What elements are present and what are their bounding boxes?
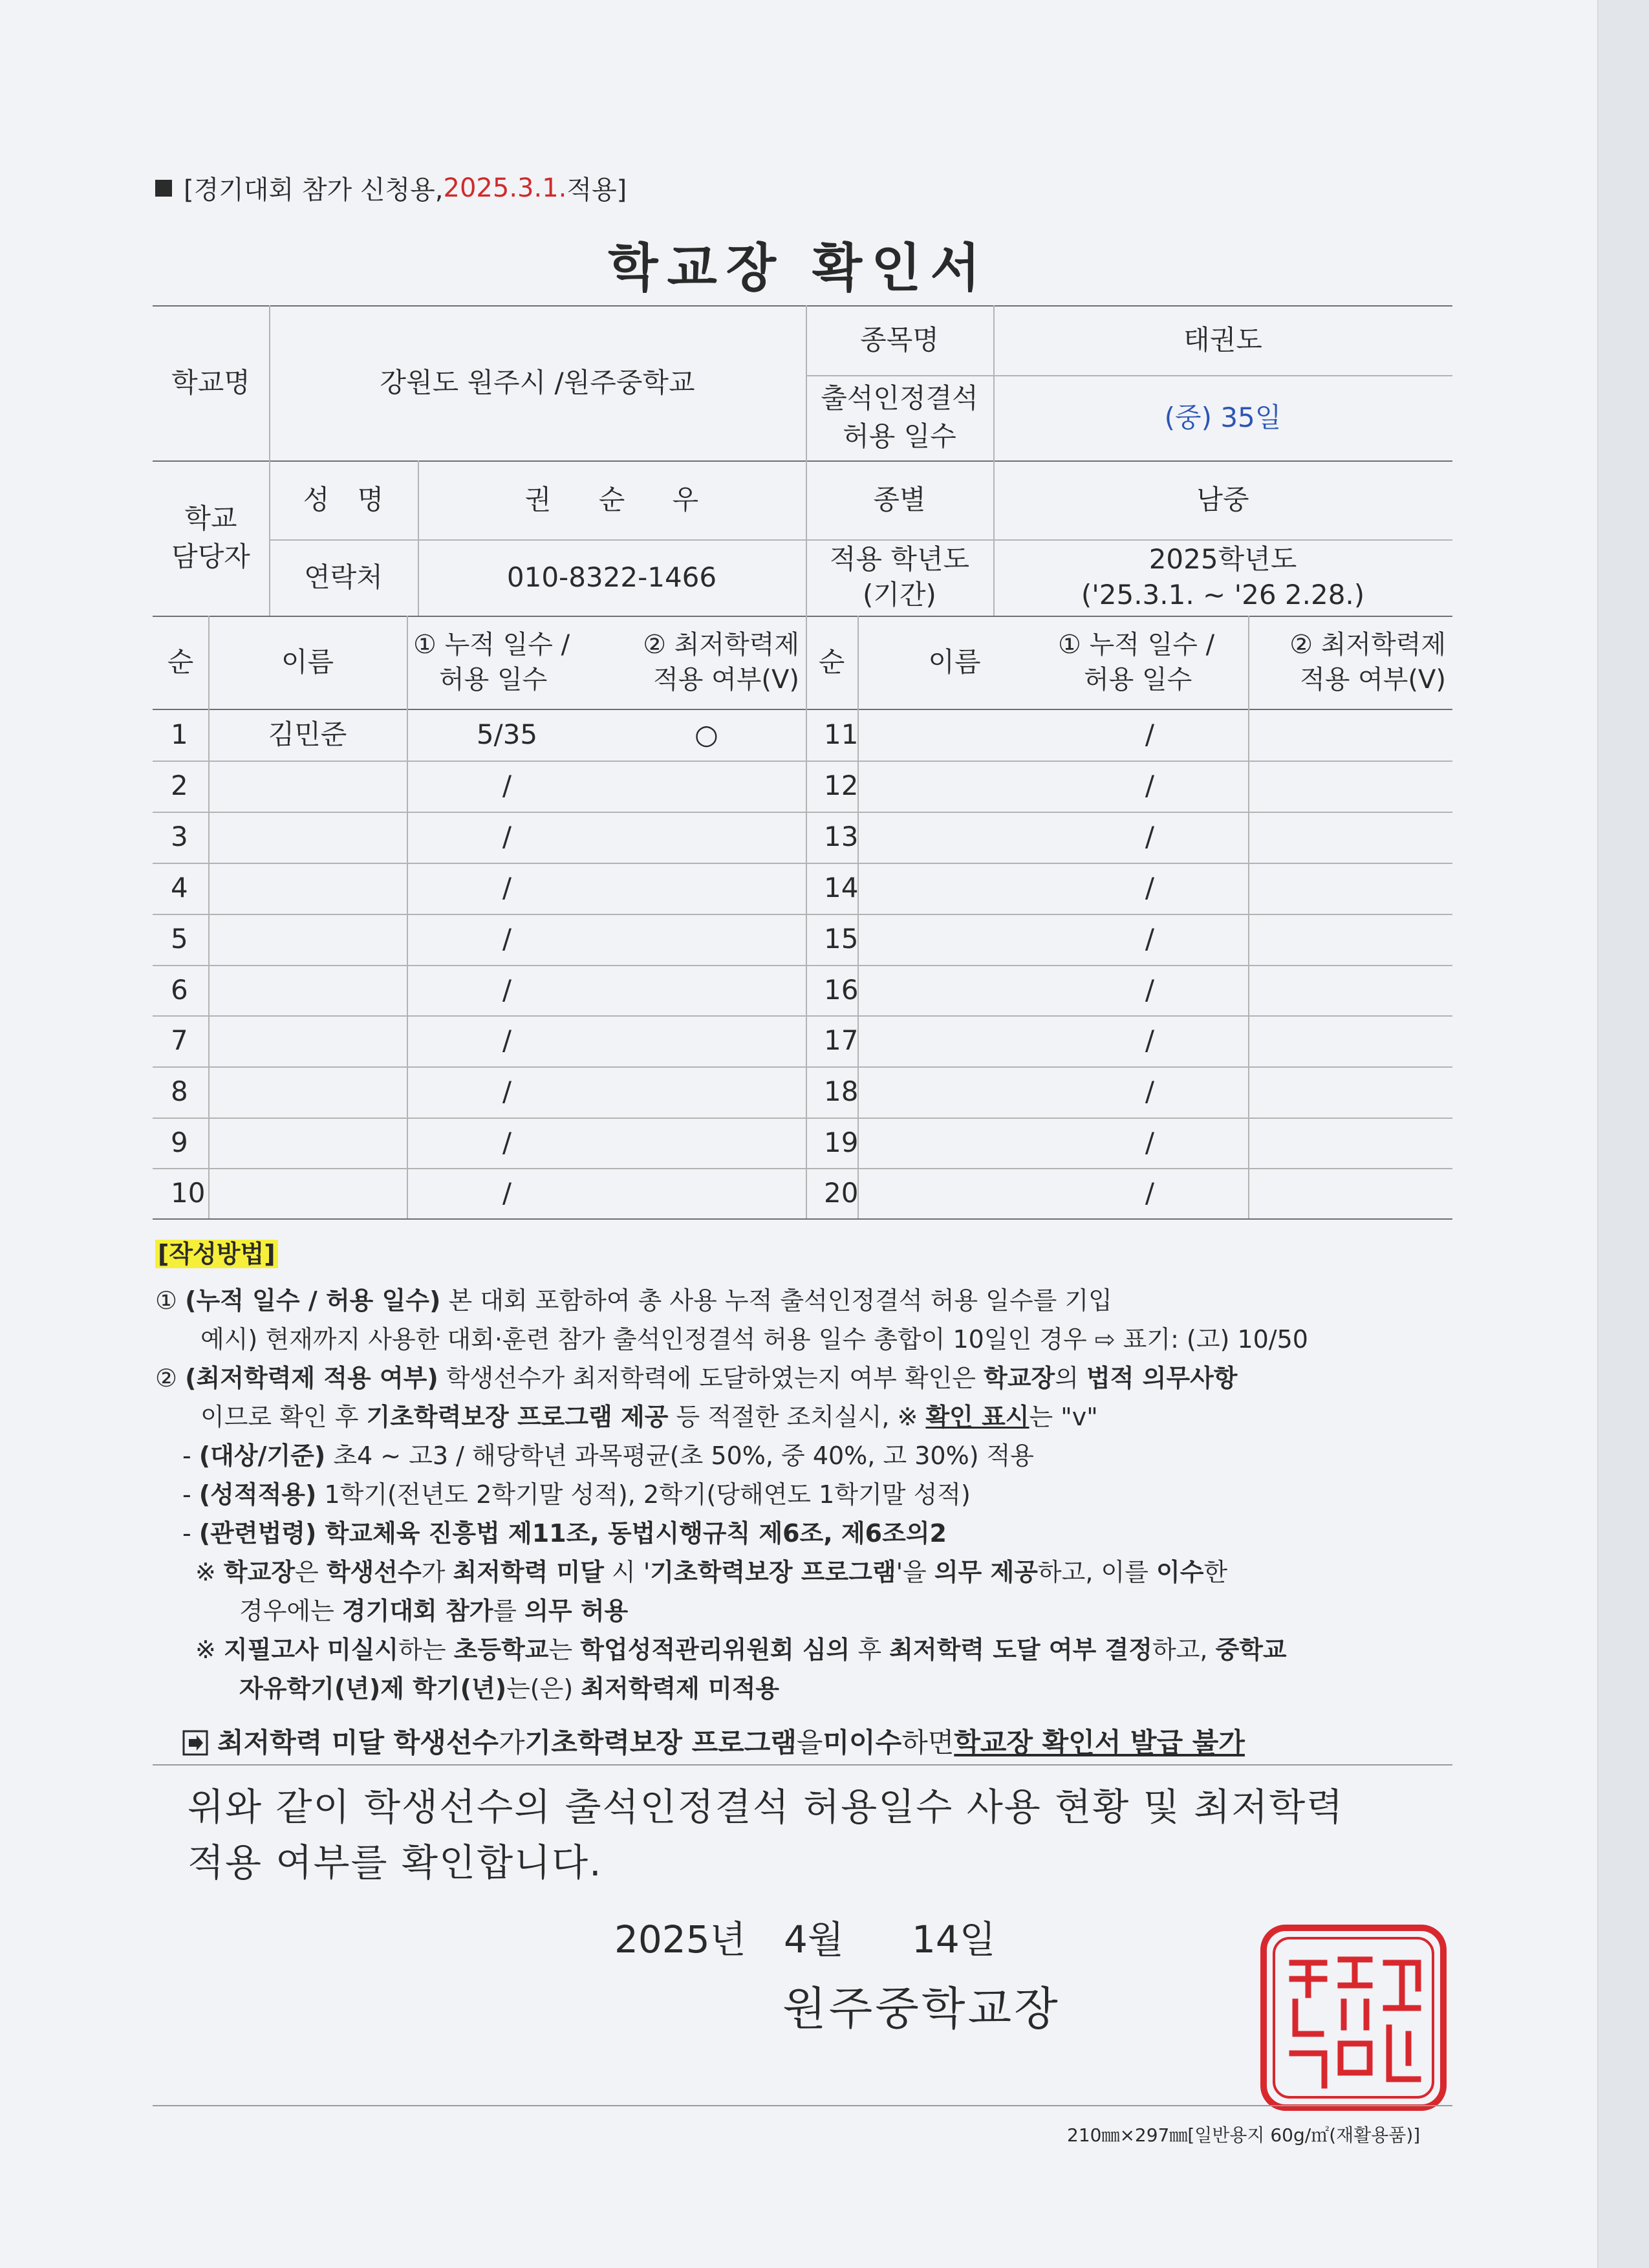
note2-line2-ubold: 확인 표시	[925, 1403, 1029, 1431]
col-header-days-line1-right: ① 누적 일수 /	[1058, 630, 1215, 660]
student-right-name-cell	[857, 863, 1051, 914]
col-header-days-min	[407, 616, 806, 709]
star1-line2-b: 경기대회 참가	[341, 1597, 493, 1625]
student-left-no-cell: 2	[171, 770, 188, 802]
student-right-days-cell: /	[1145, 1126, 1155, 1158]
student-right-no-cell: 11	[824, 718, 859, 750]
star1-d: 가	[421, 1558, 453, 1586]
student-right-days-cell: /	[1145, 718, 1155, 750]
student-right-min-cell	[1248, 1066, 1452, 1118]
header-suffix: 적용]	[566, 175, 627, 205]
student-left-no-cell: 1	[171, 718, 188, 750]
col-header-min-line1-right: ② 최저학력제	[1289, 630, 1446, 660]
star2-line2-c: 최저학력제 미적용	[581, 1674, 780, 1703]
star2-a: 지필고사 미실시	[223, 1636, 399, 1664]
student-right-name-cell	[857, 1168, 1051, 1218]
note2-bold-b: 학교장	[984, 1364, 1055, 1392]
student-right-name-cell	[857, 965, 1051, 1015]
manager-label	[153, 460, 269, 616]
allow-days-label-line2: 허용 일수	[843, 420, 956, 452]
student-right-no-cell: 12	[824, 770, 859, 802]
star2-e: 학업성적관리위원회 심의	[580, 1636, 850, 1664]
student-right-no-cell: 20	[824, 1176, 859, 1209]
paper-spec-footer: 210㎜×297㎜[일반용지 60g/㎡(재활용품)]	[1067, 2124, 1421, 2146]
manager-label-line2: 담당자	[171, 541, 250, 572]
student-left-min-cell	[607, 1118, 806, 1168]
student-left-no-cell: 7	[171, 1024, 188, 1057]
student-right-min-cell	[1248, 965, 1452, 1015]
arrow-note-f: 하면	[901, 1727, 954, 1758]
student-left-name-cell	[208, 863, 407, 914]
gender-value: 남중	[1196, 483, 1249, 515]
student-left-min-cell	[607, 1168, 806, 1218]
student-right-name-cell	[857, 1118, 1051, 1168]
student-left-days-cell: /	[502, 1176, 512, 1209]
student-left-days-cell: /	[502, 821, 512, 853]
detail2-bold: (성적적용)	[199, 1480, 317, 1509]
student-left-name-cell	[208, 914, 407, 965]
star2-line2-a: 자유학기(년)제 학기(년)	[239, 1674, 507, 1703]
student-left-no-cell: 5	[171, 923, 188, 955]
student-right-name-cell	[857, 914, 1051, 965]
student-right-no-cell: 18	[824, 1075, 859, 1108]
student-left-min-cell	[607, 863, 806, 914]
star1-line2-c: 를	[493, 1597, 525, 1625]
col-header-no-right: 순	[818, 645, 845, 678]
year-value	[993, 539, 1452, 616]
student-right-name-cell	[857, 761, 1051, 812]
page-title: 학교장 확인서	[608, 238, 989, 298]
date-month: 4월	[784, 1917, 844, 1961]
student-left-no-cell: 6	[171, 973, 188, 1006]
student-left-name-cell	[208, 812, 407, 863]
col-header-no: 순	[167, 645, 194, 678]
student-right-no-cell: 16	[824, 973, 859, 1006]
student-left-days-cell: 5/35	[476, 718, 538, 750]
header-prefix: [경기대회 참가 신청용,	[184, 175, 444, 205]
col-header-days-min-right	[1051, 616, 1452, 709]
note2-line2-b: 등 적절한 조치실시, ※	[668, 1403, 926, 1431]
note1-example: 예시) 현재까지 사용한 대회·훈련 참가 출석인정결석 허용 일수 총합이 10일인 경우 ⇨ 표기: (고) 10/50	[200, 1325, 1308, 1354]
gender-label: 종별	[873, 483, 926, 515]
student-left-min-cell	[607, 761, 806, 812]
star1-g: 기초학력보장 프로그램	[650, 1558, 896, 1586]
note2-line2-bold: 기초학력보장 프로그램 제공	[366, 1403, 669, 1431]
student-right-days-cell: /	[1145, 821, 1155, 853]
event-label: 종목명	[860, 323, 939, 356]
contact-value: 010-8322-1466	[506, 561, 717, 593]
note2-mark: ②	[155, 1364, 178, 1392]
detail1-text: 초4 ~ 고3 / 해당학년 과목평균(초 50%, 중 40%, 고 30%) 적용	[325, 1442, 1035, 1470]
student-right-min-cell	[1248, 761, 1452, 812]
note2-text-a: 학생선수가 최저학력에 도달하였는지 여부 확인은	[438, 1364, 984, 1392]
square-bullet-icon	[155, 180, 172, 197]
note2-line2-a: 이므로 확인 후	[200, 1403, 367, 1431]
date-day: 14일	[912, 1917, 996, 1961]
col-header-name: 이름	[281, 645, 334, 678]
student-right-min-cell	[1248, 863, 1452, 914]
student-left-days-cell: /	[502, 1024, 512, 1057]
student-right-no-cell: 14	[824, 872, 859, 904]
contact-label: 연락처	[304, 561, 383, 593]
student-left-days-cell: /	[502, 1075, 512, 1108]
student-left-min-cell	[607, 965, 806, 1015]
manager-name-value: 권 순 우	[524, 483, 699, 515]
star1-line2-d: 의무 허용	[524, 1597, 629, 1625]
star2-h: 하고,	[1152, 1636, 1216, 1664]
student-left-no-cell: 9	[171, 1126, 188, 1158]
col-header-days-line2-right: 허용 일수	[1084, 665, 1192, 695]
col-header-days-line2: 허용 일수	[439, 665, 548, 695]
date-year: 2025년	[614, 1917, 746, 1961]
student-right-name-cell	[857, 1015, 1051, 1066]
year-label	[806, 539, 993, 616]
star1-j: 하고, 이를	[1037, 1558, 1156, 1586]
scan-edge	[1597, 0, 1649, 2268]
student-left-days-cell: /	[502, 973, 512, 1006]
star2-f: 후	[850, 1636, 890, 1664]
confirmation-line1: 위와 같이 학생선수의 출석인정결석 허용일수 사용 현황 및 최저학력	[188, 1785, 1344, 1829]
school-value: 강원도 원주시 /원주중학교	[380, 366, 695, 398]
manager-label-line1: 학교	[184, 502, 237, 535]
student-left-days-cell: /	[502, 1126, 512, 1158]
student-left-no-cell: 4	[171, 872, 188, 904]
col-header-min-line1: ② 최저학력제	[643, 630, 799, 660]
note1-mark: ①	[155, 1286, 178, 1315]
note2-text-c: 의	[1055, 1364, 1087, 1392]
allow-days-label-line1: 출석인정결석	[821, 382, 978, 415]
student-left-min-cell: ○	[695, 718, 718, 750]
student-left-no-cell: 10	[171, 1176, 206, 1209]
arrow-note-a: 최저학력 미달 학생선수	[217, 1727, 499, 1758]
divider-top	[153, 1764, 1452, 1766]
student-right-days-cell: /	[1145, 770, 1155, 802]
student-left-min-cell	[607, 812, 806, 863]
official-seal-icon	[1260, 1924, 1447, 2111]
student-right-days-cell: /	[1145, 973, 1155, 1006]
student-left-name-cell	[208, 965, 407, 1015]
student-left-no-cell: 8	[171, 1075, 188, 1108]
student-right-days-cell: /	[1145, 1024, 1155, 1057]
star2-c: 초등학교	[453, 1636, 549, 1664]
confirmation-line2: 적용 여부를 확인합니다.	[188, 1841, 603, 1885]
star1-a: 학교장	[223, 1558, 296, 1586]
student-left-name-cell	[208, 761, 407, 812]
student-left-days-cell: /	[502, 923, 512, 955]
principal-signature: 원주중학교장	[782, 1982, 1061, 2035]
student-left-days-cell: /	[502, 770, 512, 802]
school-label: 학교명	[171, 366, 250, 398]
instructions-heading: [작성방법]	[155, 1240, 278, 1268]
star1-k: 이수	[1156, 1558, 1204, 1586]
star2-line2-b: 는(은)	[506, 1674, 581, 1703]
header-date: 2025.3.1.	[443, 173, 567, 203]
arrow-note-e: 미이수	[823, 1727, 902, 1758]
arrow-note-c: 기초학력보장 프로그램	[524, 1727, 797, 1758]
form-header	[155, 169, 627, 206]
student-left-name-cell: 김민준	[268, 718, 347, 750]
student-right-min-cell	[1248, 1015, 1452, 1066]
student-left-name-cell	[208, 1168, 407, 1218]
star1-f: 시 '	[603, 1558, 651, 1586]
year-value-line2: ('25.3.1. ~ '26 2.28.)	[1081, 579, 1365, 610]
arrow-note-g: 학교장 확인서 발급 불가	[954, 1727, 1245, 1758]
note2-bold: (최저학력제 적용 여부)	[185, 1364, 438, 1392]
star2-i: 중학교	[1215, 1636, 1287, 1664]
student-right-name-cell	[857, 1066, 1051, 1118]
student-right-name-cell	[857, 812, 1051, 863]
student-right-no-cell: 15	[824, 923, 859, 955]
star1-e: 최저학력 미달	[453, 1558, 604, 1586]
student-left-min-cell	[607, 914, 806, 965]
detail3-bold: (관련법령) 학교체육 진흥법 제11조, 동법시행규칙 제6조, 제6조의2	[199, 1519, 947, 1548]
student-right-min-cell	[1248, 1168, 1452, 1218]
note2-bold-d: 법적 의무사항	[1086, 1364, 1238, 1392]
star2-g: 최저학력 도달 여부 결정	[889, 1636, 1152, 1664]
star1-i: 의무 제공	[934, 1558, 1038, 1586]
student-right-no-cell: 17	[824, 1024, 859, 1057]
student-left-name-cell	[208, 1066, 407, 1118]
name-label: 성 명	[303, 483, 384, 515]
allow-days-value: (중) 35일	[1164, 401, 1282, 433]
year-label-line2: (기간)	[863, 579, 936, 610]
student-right-min-cell	[1248, 914, 1452, 965]
student-left-days-cell: /	[502, 872, 512, 904]
note1-text: 본 대회 포함하여 총 사용 누적 출석인정결석 허용 일수를 기입	[440, 1286, 1112, 1315]
arrow-note-b: 가	[498, 1727, 525, 1758]
event-value: 태권도	[1183, 323, 1262, 356]
student-right-no-cell: 19	[824, 1126, 859, 1158]
arrow-box-icon	[182, 1730, 208, 1756]
divider-bottom	[153, 2105, 1452, 2106]
star1-l: 한	[1203, 1558, 1228, 1586]
star2-b: 하는	[398, 1636, 454, 1664]
student-right-min-cell	[1248, 812, 1452, 863]
student-right-days-cell: /	[1145, 872, 1155, 904]
col-header-min-line2: 적용 여부(V)	[653, 665, 799, 695]
confirmation-form-table	[153, 305, 1452, 1220]
note1-bold: (누적 일수 / 허용 일수)	[185, 1286, 441, 1315]
student-left-no-cell: 3	[171, 821, 188, 853]
year-value-line1: 2025학년도	[1148, 543, 1297, 576]
col-header-name-right: 이름	[928, 645, 981, 678]
detail2-text: 1학기(전년도 2학기말 성적), 2학기(당해연도 1학기말 성적)	[316, 1480, 971, 1509]
student-left-min-cell	[607, 1015, 806, 1066]
student-right-name-cell	[857, 709, 1051, 761]
arrow-note-d: 을	[796, 1727, 823, 1758]
student-right-days-cell: /	[1145, 923, 1155, 955]
student-right-min-cell	[1248, 1118, 1452, 1168]
star1-b: 은	[295, 1558, 327, 1586]
star1-line2-a: 경우에는	[239, 1597, 342, 1625]
star1-h: '을	[896, 1558, 934, 1586]
col-header-min-line2-right: 적용 여부(V)	[1300, 665, 1446, 695]
student-left-name-cell	[208, 1015, 407, 1066]
student-left-min-cell	[607, 1066, 806, 1118]
year-label-line1: 적용 학년도	[829, 543, 970, 576]
student-right-min-cell	[1248, 709, 1452, 761]
student-left-name-cell	[208, 1118, 407, 1168]
col-header-days-line1: ① 누적 일수 /	[413, 630, 570, 660]
detail1-bold: (대상/기준)	[199, 1442, 326, 1470]
star2-d: 는	[548, 1636, 581, 1664]
note2-line2-c: 는 "v"	[1029, 1403, 1098, 1431]
star1-c: 학생선수	[326, 1558, 422, 1586]
student-right-days-cell: /	[1145, 1075, 1155, 1108]
allow-days-label	[806, 375, 993, 460]
student-right-days-cell: /	[1145, 1176, 1155, 1209]
student-right-no-cell: 13	[824, 821, 859, 853]
